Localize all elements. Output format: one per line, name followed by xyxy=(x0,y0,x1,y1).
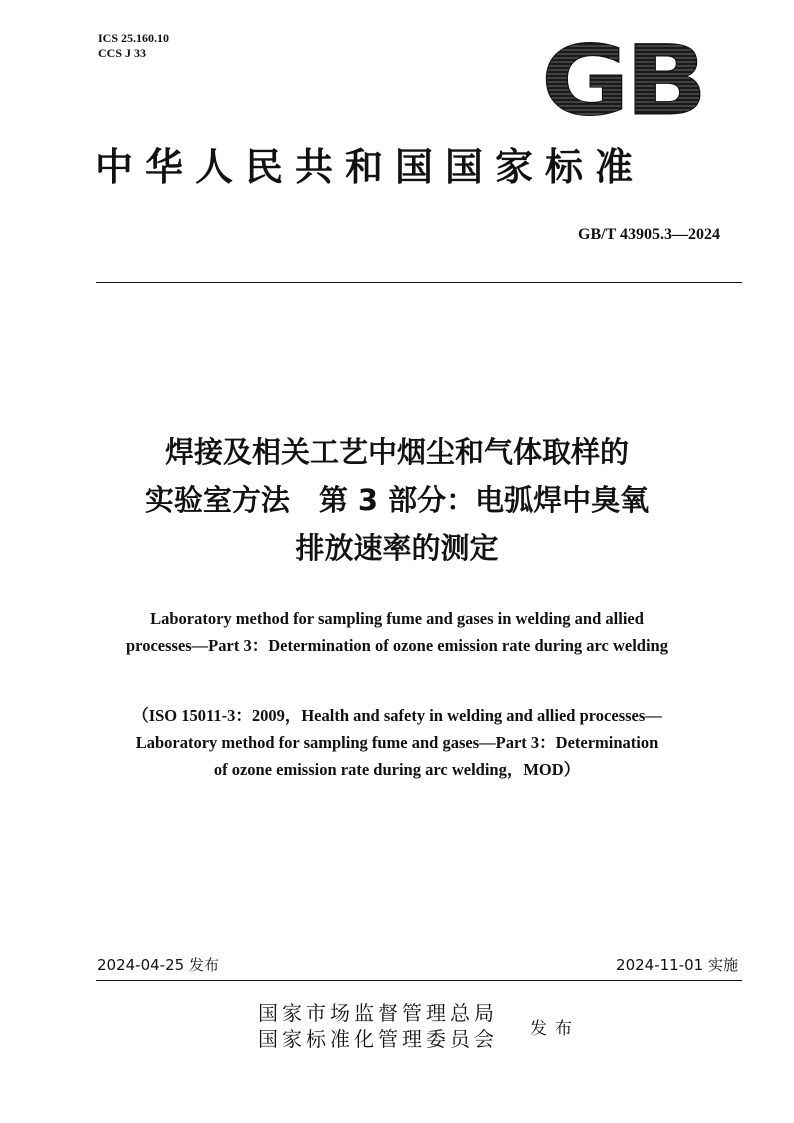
issuer-sac: 国家标准化管理委员会 xyxy=(258,1027,498,1051)
issuer-samr: 国家市场监督管理总局 xyxy=(258,1001,498,1025)
header-divider xyxy=(96,282,742,283)
iso-reference xyxy=(60,702,734,783)
english-title xyxy=(60,605,734,659)
iso-reference-line-3: of ozone emission rate during arc welding，MOD） xyxy=(213,760,581,779)
issue-date: 2024-04-25 发布 xyxy=(97,956,219,974)
logo-text: GB xyxy=(541,36,703,122)
national-standard-title: 中华人民共和国国家标准 xyxy=(95,144,646,189)
chinese-title-line-2: 实验室方法 第 3 部分：电弧焊中臭氧 xyxy=(144,483,650,517)
standard-number: GB/T 43905.3—2024 xyxy=(578,226,720,243)
ics-code: ICS 25.160.10 xyxy=(98,31,170,45)
chinese-title-line-1: 焊接及相关工艺中烟尘和气体取样的 xyxy=(164,435,629,469)
chinese-title-line-3: 排放速率的测定 xyxy=(295,531,499,565)
publish-label: 发布 xyxy=(530,1019,580,1039)
ccs-code: CCS J 33 xyxy=(98,46,147,60)
issuing-authorities xyxy=(258,1000,498,1052)
iso-reference-line-1: （ISO 15011-3：2009，Health and safety in welding and allied processes— xyxy=(132,706,662,725)
english-title-line-2: processes—Part 3：Determination of ozone emission rate during arc welding xyxy=(126,636,668,655)
iso-reference-line-2: Laboratory method for sampling fume and gases—Part 3：Determination xyxy=(135,733,659,752)
footer-divider xyxy=(96,980,742,981)
english-title-line-1: Laboratory method for sampling fume and gases in welding and allied xyxy=(150,609,644,628)
chinese-title xyxy=(60,428,734,572)
gb-logo xyxy=(538,36,706,122)
classification-codes xyxy=(98,31,169,61)
implementation-date: 2024-11-01 实施 xyxy=(616,956,738,974)
